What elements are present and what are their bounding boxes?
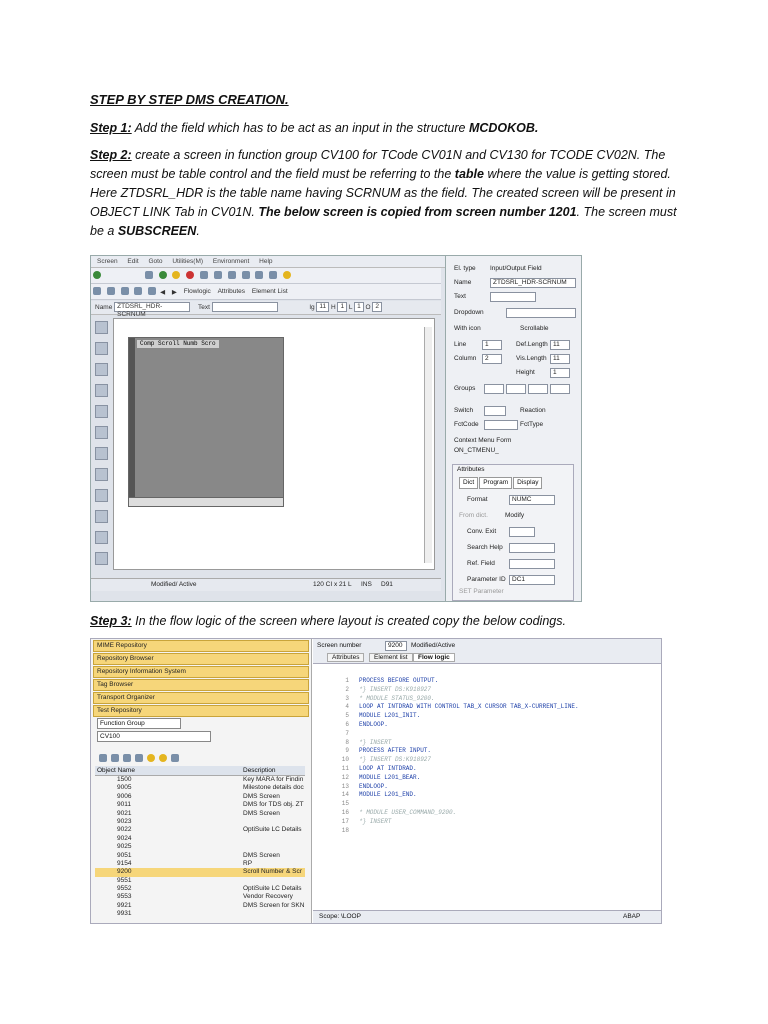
new-session-icon[interactable] <box>255 271 263 279</box>
tree-row-name: 1500 <box>117 776 132 783</box>
step-3 <box>90 612 680 631</box>
navigator-button[interactable]: Repository Information System <box>93 666 309 678</box>
element-list-button[interactable]: Element List <box>251 288 288 295</box>
tree-row-desc: Vendor Recovery <box>243 893 293 901</box>
tree-row-desc: DMS Screen <box>243 809 280 817</box>
attributes-box-label: Attributes <box>457 466 485 473</box>
withicon-label: With icon <box>454 325 481 332</box>
standard-toolbar <box>91 268 441 284</box>
tree-row[interactable] <box>95 793 305 801</box>
code-text: LOOP AT INTDRAD WITH CONTROL TAB_X CURSOR TAB_X-CURRENT_LINE. <box>359 703 579 711</box>
code-line <box>319 756 659 765</box>
column-field[interactable]: 2 <box>482 354 502 364</box>
tree-row-desc: DMS Screen for SKN <box>243 901 305 909</box>
object-navigator <box>91 639 312 923</box>
lg-field[interactable]: 11 <box>316 302 329 312</box>
tree-row[interactable] <box>95 868 305 876</box>
tabstrip-icon[interactable] <box>95 489 108 502</box>
line-number: 7 <box>345 729 349 737</box>
where-used-icon[interactable] <box>134 287 142 295</box>
tree-row[interactable] <box>95 784 305 792</box>
step-2-bold-3: SUBSCREEN <box>117 224 197 238</box>
paramid-row <box>467 575 526 585</box>
tree-row-name: 9154 <box>117 859 132 867</box>
code-line <box>319 774 659 783</box>
scrollable-label: Scrollable <box>520 325 549 332</box>
code-line <box>319 721 659 730</box>
code-text: *} INSERT DS:K918927 <box>359 685 432 693</box>
format-row <box>467 495 532 505</box>
code-line <box>319 765 659 774</box>
tree-header <box>95 766 305 776</box>
canvas-vscroll[interactable] <box>424 327 432 563</box>
code-line <box>319 783 659 792</box>
code-text: * MODULE USER_COMMAND_9200. <box>359 808 457 816</box>
o-label: O <box>365 304 371 311</box>
layout-canvas[interactable] <box>113 318 435 570</box>
switch-row <box>454 406 546 416</box>
pushbutton-icon[interactable] <box>95 384 108 397</box>
tab-element-list[interactable]: Element list <box>369 653 413 662</box>
shortcut-icon[interactable] <box>269 271 277 279</box>
line-number: 3 <box>345 694 349 702</box>
group-4-field[interactable] <box>550 384 570 394</box>
code-line <box>319 747 659 756</box>
navigator-button[interactable]: Transport Organizer <box>93 692 309 704</box>
setparam-row <box>459 587 504 597</box>
tree-row[interactable] <box>95 826 305 834</box>
nav-prev-icon[interactable]: ◀ <box>160 289 166 296</box>
navigator-toolbar <box>97 751 181 765</box>
status-mode: Modified/ Active <box>151 581 197 588</box>
fcttype-label: FctType <box>520 421 544 428</box>
eltype-label: El. type <box>454 265 476 272</box>
info-icon[interactable] <box>148 287 156 295</box>
group-2-field[interactable] <box>506 384 526 394</box>
application-toolbar <box>91 284 441 300</box>
attributes-button[interactable]: Attributes <box>217 288 246 295</box>
tree-row-desc: OptiSuite LC Details <box>243 826 302 834</box>
tree-row-name: 9051 <box>117 851 132 859</box>
reffield-field[interactable] <box>509 559 555 569</box>
tree-row[interactable] <box>95 877 305 885</box>
ctxmenu-row <box>454 436 511 446</box>
step-1 <box>90 119 680 138</box>
tab-attributes[interactable]: Attributes <box>327 653 364 662</box>
print-icon[interactable] <box>200 271 208 279</box>
line-number: 13 <box>341 782 349 790</box>
tree-row[interactable] <box>95 852 305 860</box>
deflength-field[interactable]: 11 <box>550 340 570 350</box>
navigator-button[interactable]: Test Repository <box>93 705 309 717</box>
l-field[interactable]: 1 <box>354 302 364 312</box>
code-text: PROCESS AFTER INPUT. <box>359 747 432 755</box>
reffield-row <box>467 559 495 569</box>
tree-header-desc: Description <box>243 767 276 774</box>
function-group-selector <box>97 718 211 742</box>
line-number: 6 <box>345 720 349 728</box>
tab-display[interactable]: Display <box>513 477 542 489</box>
language-label: ABAP <box>623 913 641 920</box>
code-line <box>319 695 659 704</box>
h-label: H <box>330 304 336 311</box>
navigator-button[interactable]: MIME Repository <box>93 640 309 652</box>
format-label: Format <box>467 496 488 503</box>
withicon-row <box>454 324 549 334</box>
eltype-value: Input/Output Field <box>490 265 542 272</box>
reffield-label: Ref. Field <box>467 560 495 567</box>
code-text: *} INSERT <box>359 738 392 746</box>
tree-row-desc: OptiSuite LC Details <box>243 885 302 893</box>
table-control[interactable] <box>128 337 284 507</box>
tree-row[interactable] <box>95 835 305 843</box>
text-field[interactable] <box>212 302 278 312</box>
step-1-label: Step 1: <box>90 121 132 135</box>
tree-row[interactable] <box>95 893 305 901</box>
step-2-text-3: . The screen must be a <box>90 205 677 238</box>
line-number: 15 <box>341 800 349 808</box>
code-line <box>319 809 659 818</box>
tree-row-name: 9011 <box>117 801 131 809</box>
line-number: 4 <box>345 703 349 711</box>
groups-row <box>454 384 475 394</box>
object-navigator-screenshot <box>90 638 662 924</box>
fctcode-label: FctCode <box>454 421 479 428</box>
fctcode-row <box>454 420 544 430</box>
code-text: MODULE L201_END. <box>359 791 417 799</box>
switch-label: Switch <box>454 407 474 414</box>
text-label: Text <box>197 304 210 311</box>
table-control-icon[interactable] <box>95 510 108 523</box>
attr-name-label: Name <box>454 279 472 286</box>
nav-next-icon[interactable]: ▶ <box>171 289 177 296</box>
code-text: MODULE L201_INIT. <box>359 712 421 720</box>
attr-name-row <box>454 278 567 288</box>
function-group-label: Function Group <box>97 718 181 729</box>
fromdict-label: From dict. <box>459 512 488 519</box>
tree-row[interactable] <box>95 843 305 851</box>
screen-painter-screenshot <box>90 255 582 602</box>
dropdown-select[interactable] <box>506 308 576 318</box>
step-2-bold-2: The below screen is copied from screen number 1201 <box>258 205 577 219</box>
groups-label: Groups <box>454 385 476 392</box>
nav-refresh-icon[interactable] <box>135 754 143 762</box>
ctxmenu-value-row <box>454 446 499 456</box>
tree-row-name: 9006 <box>117 792 132 800</box>
searchhelp-row <box>467 543 503 553</box>
tree-row[interactable] <box>95 801 305 809</box>
step-2-text-4: . <box>196 224 200 238</box>
step-2-text-2: where the value is getting stored. Here ZTDSRL_HDR is the table name having SCRNUM as the field. The created screen will be present in OBJECT LINK Tab in CV01N. <box>90 167 676 219</box>
step-2 <box>90 146 680 241</box>
nav-back-icon[interactable] <box>99 754 107 762</box>
fromdict-row <box>459 511 525 521</box>
code-line <box>319 827 659 836</box>
code-area[interactable] <box>319 677 659 835</box>
row-selector <box>129 338 135 498</box>
tree-row-desc: RP <box>243 859 253 867</box>
input-field-icon[interactable] <box>95 363 108 376</box>
line-number: 1 <box>345 677 349 684</box>
tab-dict[interactable]: Dict <box>459 477 478 489</box>
radio-button-icon[interactable] <box>95 405 108 418</box>
tree-row-name: 9552 <box>117 885 132 893</box>
tree-row-name: 9931 <box>117 910 132 918</box>
exit-icon[interactable] <box>172 271 180 279</box>
code-line <box>319 739 659 748</box>
tree-header-name: Object Name <box>97 767 135 774</box>
back-icon[interactable] <box>159 271 167 279</box>
h-field[interactable]: 1 <box>337 302 347 312</box>
format-field[interactable]: NUMC <box>509 495 555 505</box>
paramid-label: Parameter ID <box>467 576 506 583</box>
menu-edit[interactable]: Edit <box>127 258 139 265</box>
tree-row-desc: Scroll Number & Scr <box>243 868 302 876</box>
nav-collapse-icon[interactable] <box>159 754 167 762</box>
first-page-icon[interactable] <box>242 271 250 279</box>
code-text: * MODULE STATUS_9200. <box>359 694 435 702</box>
nav-display-icon[interactable] <box>171 754 179 762</box>
text-field-icon[interactable] <box>95 342 108 355</box>
paramid-field[interactable]: DC1 <box>509 575 555 585</box>
tree-row-name: 9551 <box>117 876 132 884</box>
group-3-field[interactable] <box>528 384 548 394</box>
tree-row-name: 9022 <box>117 826 132 834</box>
line-number: 18 <box>341 826 349 834</box>
code-text: ENDLOOP. <box>359 720 388 728</box>
subscreen-icon[interactable] <box>95 468 108 481</box>
tree-row[interactable] <box>95 885 305 893</box>
line-number: 5 <box>345 712 349 720</box>
tab-program[interactable]: Program <box>479 477 512 489</box>
step-3-block <box>90 612 680 639</box>
ctxmenu-label: Context Menu Form <box>454 437 512 444</box>
step-1-text: Add the field which has to be act as an input in the structure <box>131 121 469 135</box>
step-2-label: Step 2: <box>90 148 132 162</box>
editor-header <box>313 639 661 664</box>
group-1-field[interactable] <box>484 384 504 394</box>
code-text: *} INSERT <box>359 817 392 825</box>
convexit-row <box>467 527 496 537</box>
step-3-label: Step 3: <box>90 614 132 628</box>
line-label: Line <box>454 341 467 348</box>
dropdown-label: Dropdown <box>454 309 484 316</box>
deflength-label: Def.Length <box>516 341 548 348</box>
code-text: *} INSERT DS:K918927 <box>359 756 432 764</box>
tree-row-name: 9025 <box>117 843 132 851</box>
attr-tabs <box>459 477 543 489</box>
fctcode-field[interactable] <box>484 420 518 430</box>
tree-row-name: 9553 <box>117 893 132 901</box>
name-label: Name <box>95 304 113 311</box>
document-heading: STEP BY STEP DMS CREATION. <box>90 92 289 107</box>
code-line <box>319 791 659 800</box>
tree-row-desc: DMS for TDS obj. ZT <box>243 801 304 809</box>
reaction-label: Reaction <box>520 407 546 414</box>
setparam-label[interactable]: SET Parameter <box>459 588 504 595</box>
table-hscroll[interactable] <box>129 497 283 506</box>
tree-row[interactable] <box>95 902 305 910</box>
tree-row[interactable] <box>95 860 305 868</box>
step-2-bold-1: table <box>454 167 484 181</box>
command-field-icon[interactable] <box>145 271 153 279</box>
code-text: LOOP AT INTDRAD. <box>359 764 417 772</box>
tree-row-desc: Milestone details doc <box>243 784 304 792</box>
code-line <box>319 818 659 827</box>
attr-name-field[interactable]: ZTDSRL_HDR-SCRNUM <box>490 278 576 288</box>
line-number: 2 <box>345 685 349 693</box>
l-label: L <box>348 304 353 311</box>
tree-row[interactable] <box>95 776 305 784</box>
status-icon[interactable] <box>95 552 108 565</box>
box-icon[interactable] <box>95 447 108 460</box>
menu-goto[interactable]: Goto <box>148 258 163 265</box>
tree-row-name: 9021 <box>117 809 132 817</box>
height-label: Height <box>516 369 535 376</box>
object-tree <box>95 766 305 919</box>
scope-label: Scope: \LOOP <box>319 913 361 920</box>
status-position: 120 CI x 21 L <box>313 581 352 588</box>
ctxmenu-value[interactable]: ON_CTMENU_ <box>454 447 499 454</box>
code-text: PROCESS BEFORE OUTPUT. <box>359 677 439 684</box>
tree-row-name: 9005 <box>117 784 132 792</box>
navigator-button[interactable]: Repository Browser <box>93 653 309 665</box>
attributes-box <box>452 464 574 601</box>
tree-row[interactable] <box>95 910 305 918</box>
status-system: D91 <box>381 581 393 588</box>
menu-bar <box>91 256 447 268</box>
code-line <box>319 686 659 695</box>
custom-control-icon[interactable] <box>95 531 108 544</box>
status-bar <box>91 578 441 591</box>
menu-utilities[interactable]: Utilities(M) <box>172 258 204 265</box>
nav-expand-icon[interactable] <box>147 754 155 762</box>
flow-logic-editor <box>313 639 661 923</box>
column-row <box>454 354 560 364</box>
screen-number-field[interactable]: 9200 <box>385 641 407 651</box>
convexit-field[interactable] <box>509 527 535 537</box>
dropdown-row <box>454 308 484 318</box>
status-ins: INS <box>361 581 372 588</box>
tree-row[interactable] <box>95 818 305 826</box>
code-line <box>319 712 659 721</box>
navigator-buttons <box>91 640 311 717</box>
attr-text-label: Text <box>454 293 466 300</box>
nav-forward-icon[interactable] <box>111 754 119 762</box>
line-number: 9 <box>345 747 349 755</box>
line-number: 12 <box>341 773 349 781</box>
attributes-panel <box>445 256 582 601</box>
check-icon[interactable] <box>107 287 115 295</box>
document-body <box>90 92 680 249</box>
modify-label: Modify <box>505 512 525 519</box>
menu-help[interactable]: Help <box>259 258 273 265</box>
enter-icon[interactable] <box>93 271 101 279</box>
element-palette <box>95 321 109 561</box>
line-number: 10 <box>341 756 349 764</box>
code-line <box>319 677 659 686</box>
tree-row-name: 9024 <box>117 834 132 842</box>
tree-row-name: 9023 <box>117 817 132 825</box>
searchhelp-field[interactable] <box>509 543 555 553</box>
editor-footer <box>313 910 661 923</box>
tree-row-name: 9921 <box>117 901 132 909</box>
table-column-header: Comp Scroll Numb Scro <box>137 340 219 348</box>
nav-up-icon[interactable] <box>123 754 131 762</box>
line-number: 8 <box>345 738 349 746</box>
code-line <box>319 703 659 712</box>
activate-icon[interactable] <box>121 287 129 295</box>
step-2-text-1: create a screen in function group CV100 for TCode CV01N and CV130 for TCODE CV02N. The screen must be table control and the field must be referring to the <box>90 148 666 181</box>
height-field[interactable]: 1 <box>550 368 570 378</box>
attr-text-field[interactable] <box>490 292 536 302</box>
line-row <box>454 340 560 350</box>
step-3-text: In the flow logic of the screen where layout is created copy the below codings. <box>131 614 566 628</box>
navigator-button[interactable]: Tag Browser <box>93 679 309 691</box>
screen-number-label: Screen number <box>317 642 362 649</box>
checkbox-icon[interactable] <box>95 426 108 439</box>
column-label: Column <box>454 355 477 362</box>
searchhelp-label: Search Help <box>467 544 503 551</box>
cancel-icon[interactable] <box>186 271 194 279</box>
tree-row[interactable] <box>95 810 305 818</box>
step-1-bold: MCDOKOB. <box>468 121 539 135</box>
vislength-field[interactable]: 11 <box>550 354 570 364</box>
code-line <box>319 730 659 739</box>
tab-flow-logic[interactable]: Flow logic <box>413 653 455 662</box>
display-change-icon[interactable] <box>93 287 101 295</box>
pointer-icon[interactable] <box>95 321 108 334</box>
function-group-input[interactable]: CV100 <box>97 731 211 742</box>
code-text: MODULE L201_BEAR. <box>359 773 421 781</box>
find-icon[interactable] <box>214 271 222 279</box>
code-line <box>319 800 659 809</box>
find-next-icon[interactable] <box>228 271 236 279</box>
tree-row-desc: DMS Screen <box>243 792 280 800</box>
tree-row-desc: Key MARA for Findin <box>243 776 304 783</box>
menu-environment[interactable]: Environment <box>212 258 250 265</box>
convexit-label: Conv. Exit <box>467 528 497 535</box>
flowlogic-button[interactable]: Flowlogic <box>183 288 211 295</box>
vislength-label: Vis.Length <box>516 355 547 362</box>
tree-row-desc: DMS Screen <box>243 851 280 859</box>
code-text: ENDLOOP. <box>359 782 388 790</box>
element-name-bar <box>91 301 441 319</box>
attr-text-row <box>454 292 466 302</box>
tree-row-name: 9200 <box>117 868 132 876</box>
eltype-row <box>454 264 542 274</box>
menu-screen[interactable]: Screen <box>97 258 118 265</box>
name-field[interactable]: ZTDSRL_HDR-SCRNUM <box>114 302 190 312</box>
line-number: 17 <box>341 817 349 825</box>
line-number: 16 <box>341 808 349 816</box>
o-field[interactable]: 2 <box>372 302 382 312</box>
switch-field[interactable] <box>484 406 506 416</box>
screen-status: Modified/Active <box>411 642 456 649</box>
line-number: 11 <box>341 764 349 772</box>
line-number: 14 <box>341 791 349 799</box>
lg-label: lg <box>309 304 315 311</box>
help-icon[interactable] <box>283 271 291 279</box>
line-field[interactable]: 1 <box>482 340 502 350</box>
